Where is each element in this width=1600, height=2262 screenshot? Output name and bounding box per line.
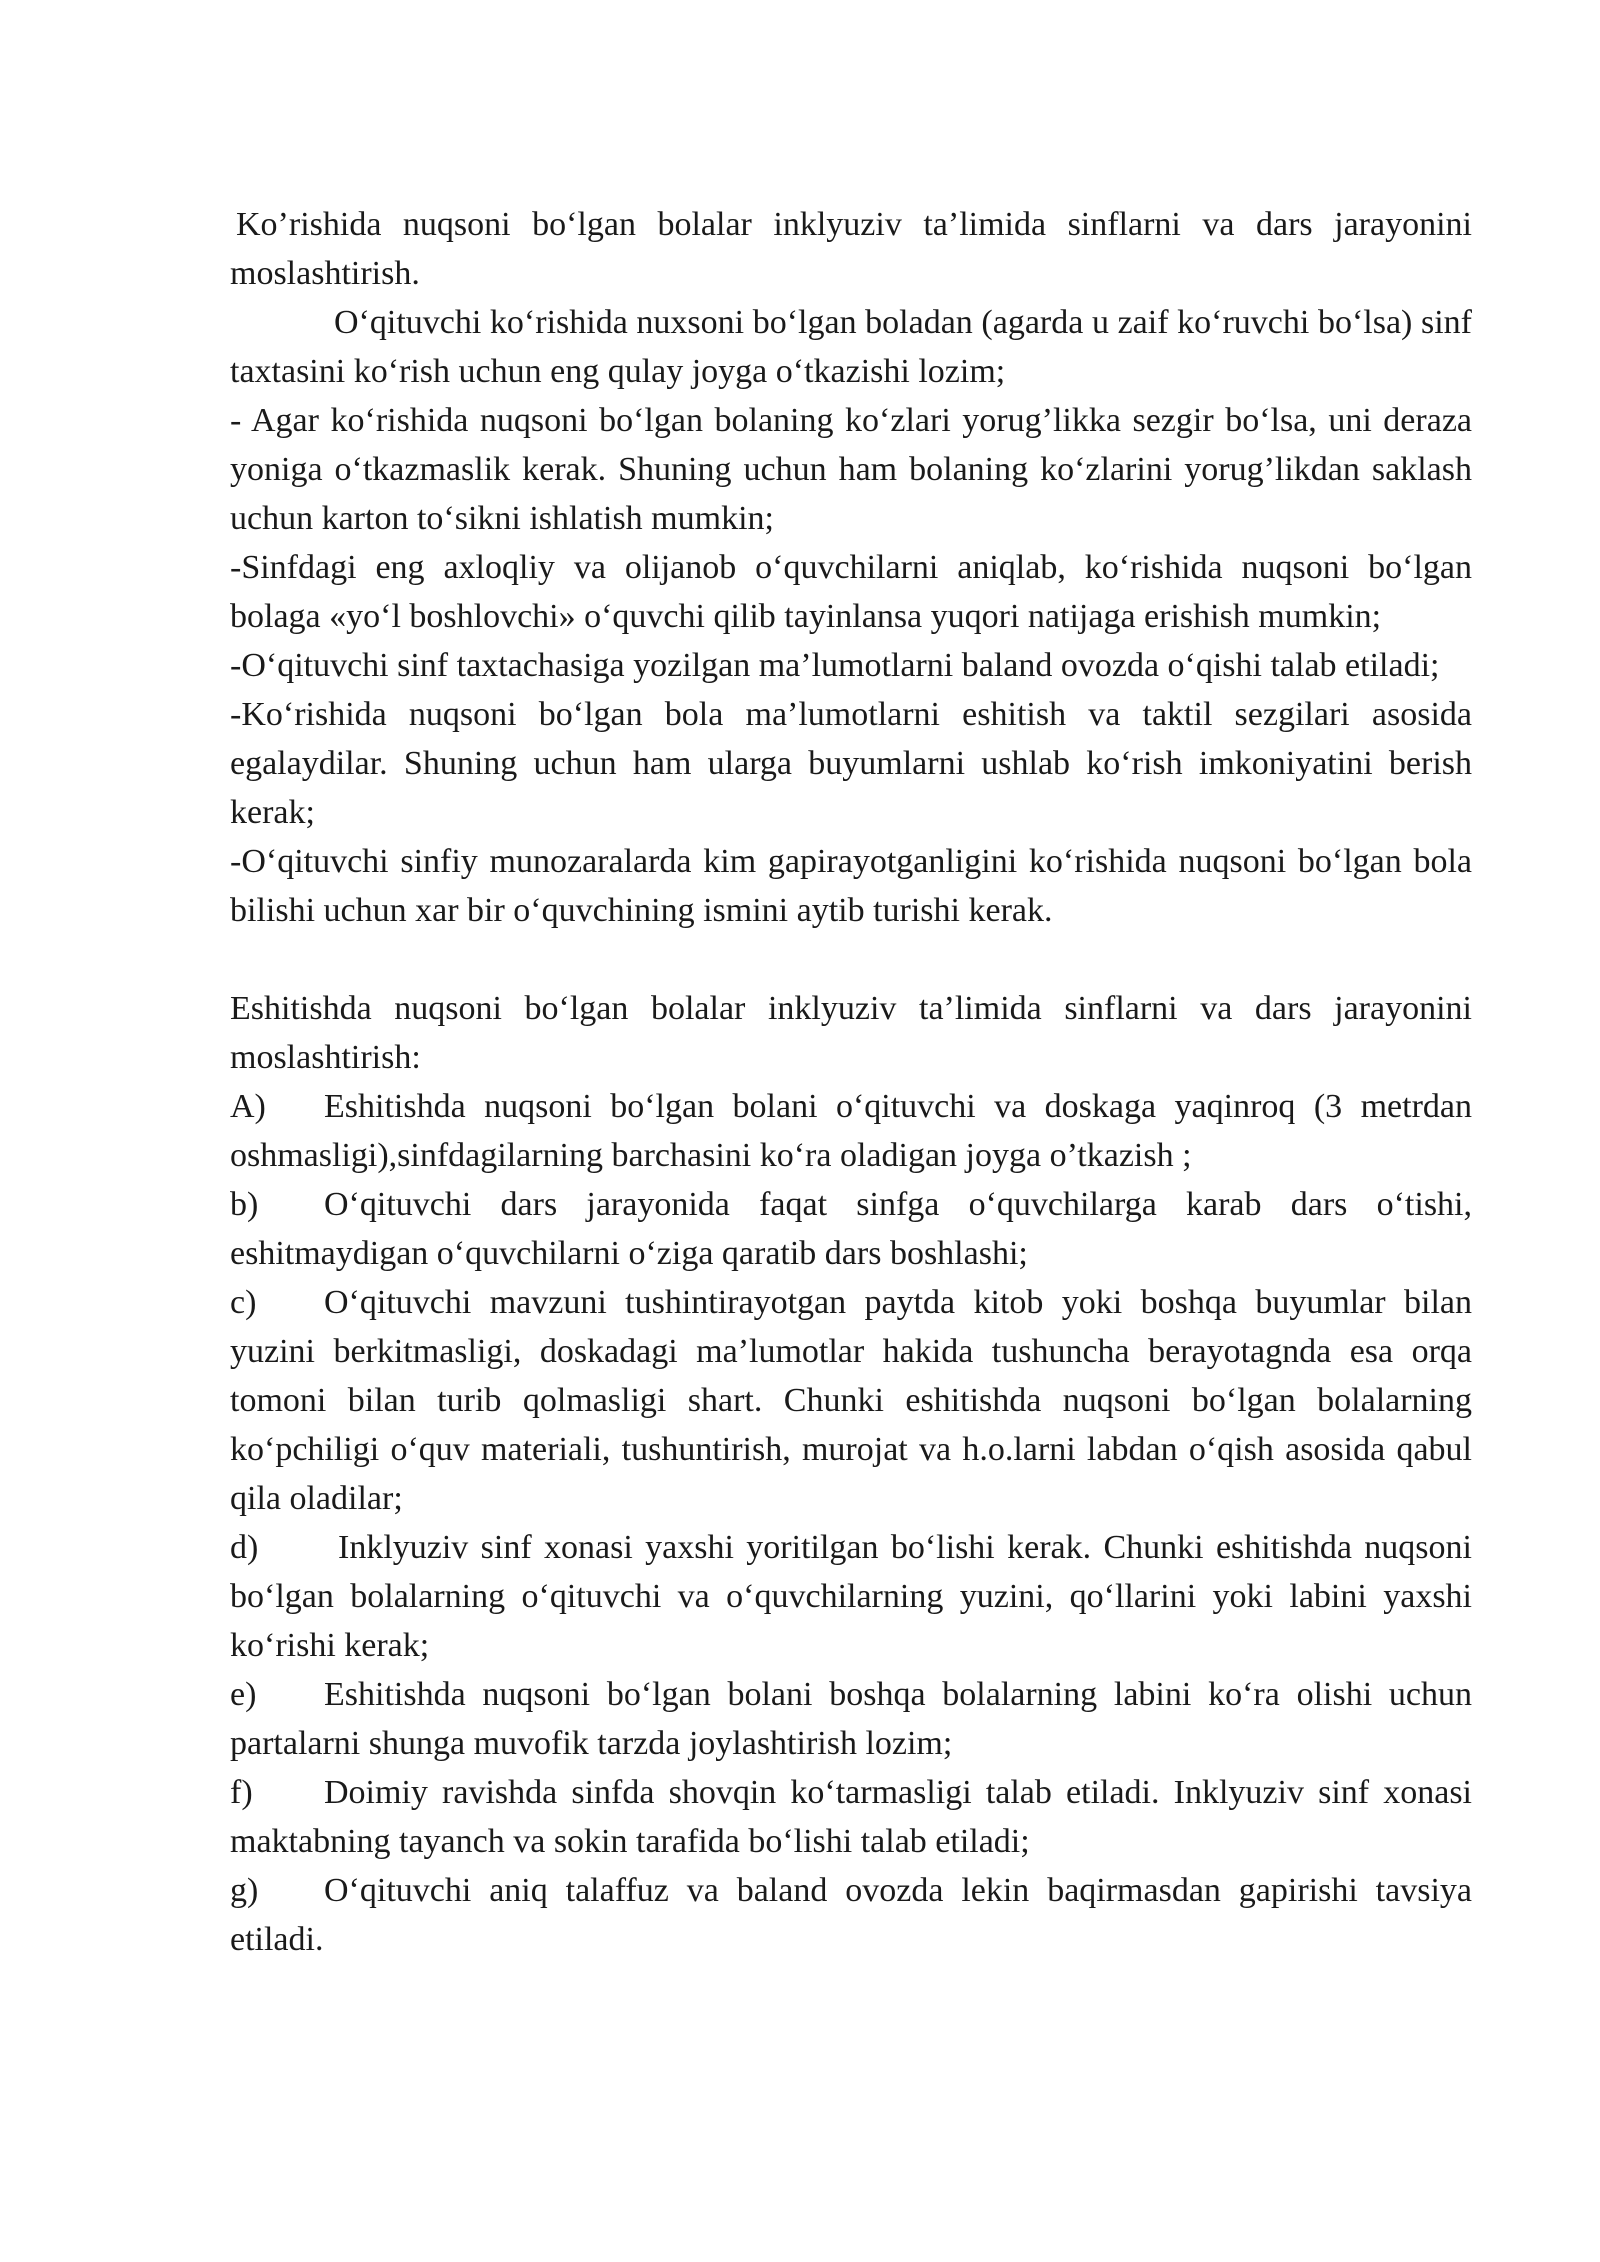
list-item-text: Doimiy ravishda sinfda shovqin ko‘tarmasligi talab etiladi. Inklyuziv sinf xonasi maktabning tayanch va sokin tarafida bo‘lishi talab etiladi; xyxy=(230,1774,1472,1860)
list-item-text: Inklyuziv sinf xonasi yaxshi yoritilgan bo‘lishi kerak. Chunki eshitishda nuqsoni bo‘lgan bolalarning o‘qituvchi va o‘quvchilarning yuzini, qo‘llarini yoki labini yaxshi ko‘rishi kerak; xyxy=(230,1529,1472,1664)
list-marker: A) xyxy=(230,1088,266,1125)
list-marker: g) xyxy=(230,1872,259,1909)
list-marker: e) xyxy=(230,1676,257,1713)
section2-heading: Eshitishda nuqsoni bo‘lgan bolalar inklyuziv ta’limida sinflarni va dars jarayonini moslashtirish: xyxy=(230,990,1472,1076)
section1-intro: O‘qituvchi ko‘rishida nuxsoni bo‘lgan boladan (agarda u zaif ko‘ruvchi bo‘lsa) sinf taxtasini ko‘rish uchun eng qulay joyga o‘tkazishi lozim; xyxy=(230,304,1472,390)
section1-heading: Ko’rishida nuqsoni bo‘lgan bolalar inklyuziv ta’limida sinflarni va dars jarayonini moslashtirish. xyxy=(230,206,1472,292)
list-item-text: Eshitishda nuqsoni bo‘lgan bolani boshqa bolalarning labini ko‘ra olishi uchun partalarni shunga muvofik tarzda joylashtirish lozim; xyxy=(230,1676,1472,1762)
section2-item xyxy=(230,1523,1472,1670)
list-item-text: O‘qituvchi dars jarayonida faqat sinfga o‘quvchilarga karab dars o‘tishi, eshitmaydigan o‘quvchilarni o‘ziga qaratib dars boshlashi; xyxy=(230,1186,1472,1272)
list-marker: f) xyxy=(230,1774,253,1811)
section1-item: -O‘qituvchi sinfiy munozaralarda kim gapirayotganligini ko‘rishida nuqsoni bo‘lgan bola bilishi uchun xar bir o‘quvchining ismini aytib turishi kerak. xyxy=(230,843,1472,929)
section1-item: -O‘qituvchi sinf taxtachasiga yozilgan ma’lumotlarni baland ovozda o‘qishi talab etiladi; xyxy=(230,647,1440,684)
section-gap xyxy=(230,935,1472,984)
list-item-text: Eshitishda nuqsoni bo‘lgan bolani o‘qituvchi va doskaga yaqinroq (3 metrdan oshmasligi),sinfdagilarning barchasini ko‘ra oladigan joyga o’tkazish ; xyxy=(230,1088,1472,1174)
section2-item xyxy=(230,1768,1472,1866)
list-item-text: O‘qituvchi aniq talaffuz va baland ovozda lekin baqirmasdan gapirishi tavsiya etiladi. xyxy=(230,1872,1472,1958)
list-marker: b) xyxy=(230,1186,259,1223)
section2-item xyxy=(230,1670,1472,1768)
section2-item xyxy=(230,1866,1472,1964)
section2-item xyxy=(230,1278,1472,1523)
list-item-text: O‘qituvchi mavzuni tushintirayotgan paytda kitob yoki boshqa buyumlar bilan yuzini berkitmasligi, doskadagi ma’lumotlar hakida tushuncha berayotagnda esa orqa tomoni bilan turib qolmasligi shart. Chunki eshitishda nuqsoni bo‘lgan bolalarning ko‘pchiligi o‘quv materiali, tushuntirish, murojat va h.o.larni labdan o‘qish asosida qabul qila oladilar; xyxy=(230,1284,1472,1517)
section1-item: -Sinfdagi eng axloqliy va olijanob o‘quvchilarni aniqlab, ko‘rishida nuqsoni bo‘lgan bolaga «yo‘l boshlovchi» o‘quvchi qilib tayinlansa yuqori natijaga erishish mumkin; xyxy=(230,549,1472,635)
section2-item xyxy=(230,1082,1472,1180)
list-marker: c) xyxy=(230,1284,257,1321)
list-marker: d) xyxy=(230,1529,259,1566)
document-page xyxy=(230,200,1472,1964)
section2-item xyxy=(230,1180,1472,1278)
section1-item: - Agar ko‘rishida nuqsoni bo‘lgan bolaning ko‘zlari yorug’likka sezgir bo‘lsa, uni deraza yoniga o‘tkazmaslik kerak. Shuning uchun ham bolaning ko‘zlarini yorug’likdan saklash uchun karton to‘sikni ishlatish mumkin; xyxy=(230,402,1472,537)
section1-item: -Ko‘rishida nuqsoni bo‘lgan bola ma’lumotlarni eshitish va taktil sezgilari asosida egalaydilar. Shuning uchun ham ularga buyumlarni ushlab ko‘rish imkoniyatini berish kerak; xyxy=(230,696,1472,831)
